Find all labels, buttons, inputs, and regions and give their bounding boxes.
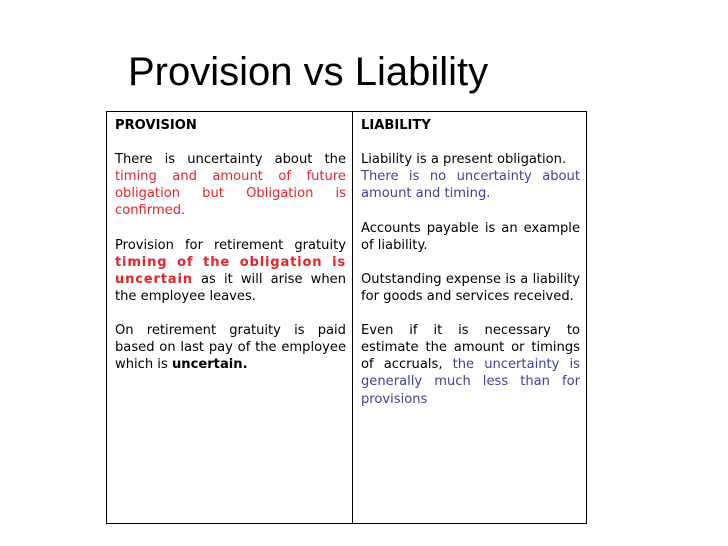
comparison-table xyxy=(106,111,587,524)
provision-paragraph-1 xyxy=(115,151,346,219)
provision-p1-highlight: timing and amount of future obligation but Obligation is confirmed. xyxy=(115,169,346,219)
liability-p4-text: Even if it is necessary to estimate the amount or timings of accruals, xyxy=(361,323,580,373)
liability-paragraph-2: Accounts payable is an example of liability. xyxy=(361,220,580,253)
provision-paragraph-2 xyxy=(115,237,346,305)
provision-p2-highlight: timing of the obligation is uncertain xyxy=(115,254,346,287)
liability-paragraph-3: Outstanding expense is a liability for goods and services received. xyxy=(361,271,580,304)
provision-p3-emphasis: uncertain. xyxy=(171,357,248,373)
liability-paragraph-4 xyxy=(361,322,580,407)
liability-paragraph-1 xyxy=(361,151,580,202)
provision-p3-text: On retirement gratuity is paid based on last pay of the employee which is xyxy=(115,323,346,373)
provision-p1-text: There is uncertainty about the xyxy=(115,152,346,168)
provision-column xyxy=(107,112,353,523)
provision-heading: PROVISION xyxy=(115,118,197,133)
provision-p2-text: Provision for retirement gratuity xyxy=(115,237,346,253)
provision-paragraph-3 xyxy=(115,322,346,373)
liability-column xyxy=(353,112,586,523)
liability-p4-highlight: the uncertainty is generally much less than for provisions xyxy=(361,357,580,407)
slide-title: Provision vs Liability xyxy=(128,50,489,94)
liability-p1-text: Liability is a present obligation. xyxy=(361,152,567,168)
liability-p1-highlight: There is no uncertainty about amount and timing. xyxy=(361,169,580,202)
provision-p2-rest: as it will arise when the employee leaves. xyxy=(115,271,346,304)
liability-heading: LIABILITY xyxy=(361,118,431,133)
